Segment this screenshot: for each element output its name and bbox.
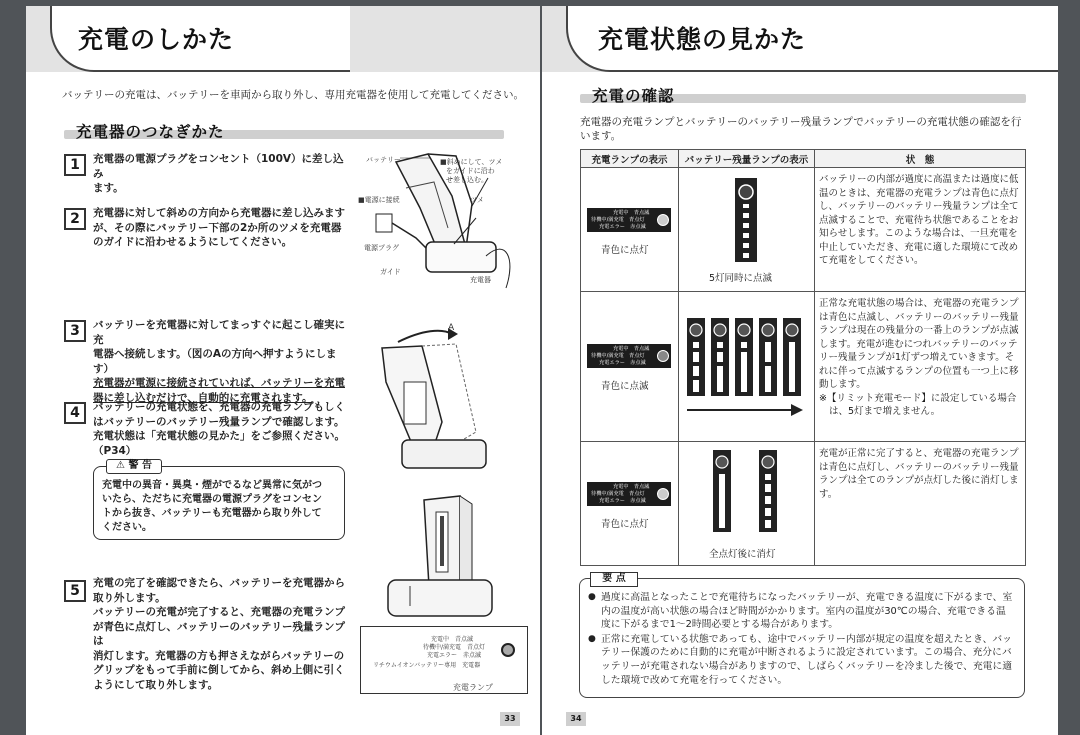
figure-label: A bbox=[448, 323, 455, 333]
figure-label: 充電器 bbox=[470, 276, 491, 284]
left-page bbox=[26, 6, 540, 735]
battery-lamp-icon bbox=[735, 178, 757, 262]
warning-box: ⚠ 警 告 充電中の異音・異臭・煙がでるなど異常に気がつ いたら、ただちに充電器の電源プラグをコンセン トから抜き、バッテリーも充電器から取り外して ください。 bbox=[93, 466, 345, 540]
battery-lamp-cell bbox=[679, 292, 815, 442]
table-header: 状 態 bbox=[815, 150, 1026, 168]
section-heading: 充電器のつなぎかた bbox=[64, 120, 514, 146]
figure-label: 電源プラグ bbox=[364, 244, 399, 252]
step-number: 2 bbox=[64, 208, 86, 230]
step-number: 5 bbox=[64, 580, 86, 602]
step-number: 4 bbox=[64, 402, 86, 424]
step-number: 3 bbox=[64, 320, 86, 342]
charger-lamp-panel: 充電中 青点滅 待機中/満充電 青点灯 充電エラー 赤点滅 bbox=[587, 208, 671, 232]
battery-lamp-cell: 5灯同時に点滅 bbox=[679, 168, 815, 292]
step-text: 充電器に対して斜めの方向から充電器に差し込みます が、その際にバッテリー下部の2か所のツメを充電器 のガイドに沿わせるようにしてください。 bbox=[93, 207, 345, 248]
figure-label: ガイド bbox=[380, 268, 401, 276]
intro-text: 充電器の充電ランプとバッテリーのバッテリー残量ランプでバッテリーの充電状態の確認を行 います。 bbox=[580, 116, 1022, 142]
key-points-box bbox=[579, 573, 1025, 698]
push-battery-illustration bbox=[372, 322, 502, 472]
charge-lamp-icon bbox=[657, 214, 669, 226]
charger-lamp-panel: 充電中 青点滅 待機中/満充電 青点灯 充電エラー 赤点滅 bbox=[587, 344, 671, 368]
table-row bbox=[581, 292, 1026, 442]
step-text: バッテリーの充電状態を、充電器の充電ランプもしく はバッテリーのバッテリー残量ランプで確認します。 充電状態は「充電状態の見かた」をご参照ください。 （P34） bbox=[93, 401, 345, 457]
figure-label: バッテリー bbox=[366, 156, 401, 164]
page-title: 充電のしかた bbox=[78, 25, 235, 54]
section-heading: 充電の確認 bbox=[580, 84, 1026, 110]
battery-lamp-cell: 全点灯後に消灯 bbox=[679, 442, 815, 566]
page-number: 34 bbox=[566, 712, 586, 726]
status-cell: 正常な充電状態の場合は、充電器の充電ランプは青色に点滅し、バッテリーのバッテリー残量ランプは現在の残量分の一番上のランプが点滅します。充電が進むにつれバッテリーのバッテリー残量ランプが1灯ずつ増えていきます。それに伴って点滅するランプの位置も一つ上に移動します。 ※【リミット充電モード】に設定している場合は、5灯まで増えません。 bbox=[815, 292, 1026, 442]
table-header: 充電ランプの表示 bbox=[581, 150, 679, 168]
charger-lamp-cell: 充電中 青点滅 待機中/満充電 青点灯 充電エラー 赤点滅 青色に点灯 bbox=[581, 442, 679, 566]
key-points-title: 要 点 bbox=[590, 572, 638, 587]
charger-lamp-cell: 充電中 青点滅 待機中/満充電 青点灯 充電エラー 赤点滅 青色に点滅 bbox=[581, 292, 679, 442]
charge-status-table bbox=[580, 149, 1026, 566]
table-row bbox=[581, 442, 1026, 566]
status-cell: 充電が正常に完了すると、充電器の充電ランプは青色に点灯し、バッテリーのバッテリー残量ランプは全てのランプが点灯した後に消灯します。 bbox=[815, 442, 1026, 566]
status-cell: バッテリーの内部が過度に高温または過度に低温のときは、充電器の充電ランプは青色に点灯し、バッテリーのバッテリー残量ランプは全て点滅することで、充電待ち状態であることをお知らせします。このような場合は、一旦充電を中止していただき、充電に適した環境にて改めて充電をしてください。 bbox=[815, 168, 1026, 292]
charger-lamp-cell: 充電中 青点滅 待機中/満充電 青点灯 充電エラー 赤点滅 青色に点灯 bbox=[581, 168, 679, 292]
figure-label: をガイドに沿わ bbox=[446, 167, 495, 175]
charge-lamp-icon bbox=[501, 643, 515, 657]
charger-panel: 充電中 青点滅 待機中/満充電 青点灯 充電エラー 赤点滅 リチウムイオンバッテリー専用 充電器 充電ランプ bbox=[360, 626, 528, 694]
right-page bbox=[542, 6, 1058, 735]
step-text: 充電の完了を確認できたら、バッテリーを充電器から 取り外します。 バッテリーの充電が完了すると、充電器の充電ランプ が青色に点灯し、バッテリーのバッテリー残量ランプは 消灯します。充電器の方も押さえながらバッテリーの グリップをもって手前に倒してから、斜め上側に引く ようにして取り外します。 bbox=[93, 577, 345, 691]
charger-lamp-panel: 充電中 青点滅 待機中/満充電 青点灯 充電エラー 赤点滅 bbox=[587, 482, 671, 506]
charge-lamp-icon bbox=[657, 350, 669, 362]
battery-progress-icon bbox=[687, 318, 807, 418]
intro-text: バッテリーの充電は、バッテリーを車両から取り外し、専用充電器を使用して充電してください。 bbox=[62, 89, 524, 101]
warning-title: ⚠ 警 告 bbox=[106, 459, 162, 474]
battery-full-icon bbox=[713, 450, 783, 536]
step-text: バッテリーを充電器に対してまっすぐに起こし確実に充 電器へ接続します。（図のAの方向へ押すようにします） 充電器が電源に接続されていれば、バッテリーを充電 器に差し込むだけで、自動的に充電されます。 bbox=[93, 319, 345, 404]
figure-label: ■斜めにして、ツメ bbox=[440, 158, 503, 166]
figure-label: せ差し込む。 bbox=[446, 176, 488, 184]
table-header: バッテリー残量ランプの表示 bbox=[679, 150, 815, 168]
list-item: ● 過度に高温となったことで充電待ちになったバッテリーが、充電できる温度に下がるまで、室内の温度が高い状態の場合ほど時間がかかります。室内の温度が30℃の場合、充電できる温度に下がるまで1〜2時間必要とする場合があります。 bbox=[588, 591, 1014, 632]
table-row bbox=[581, 168, 1026, 292]
page-number: 33 bbox=[500, 712, 520, 726]
list-item: ● 正常に充電している状態であっても、途中でバッテリー内部が規定の温度を超えたとき、バッテリー保護のために自動的に充電が中断されるように設定されています。この場合、充分にバッテリーが充電されない場合がありますので、しばらくバッテリーを冷ました後で、充電に適した環境で改めて充電を行ってください。 bbox=[588, 633, 1014, 687]
remove-battery-illustration bbox=[380, 486, 498, 624]
page-title: 充電状態の見かた bbox=[598, 25, 807, 54]
charge-lamp-icon bbox=[657, 488, 669, 500]
step-number: 1 bbox=[64, 154, 86, 176]
figure-label: ■電源に接続 bbox=[358, 196, 400, 204]
step-text: 充電器の電源プラグをコンセント（100V）に差し込み ます。 bbox=[93, 153, 344, 194]
figure-label: ツメ bbox=[470, 196, 484, 204]
